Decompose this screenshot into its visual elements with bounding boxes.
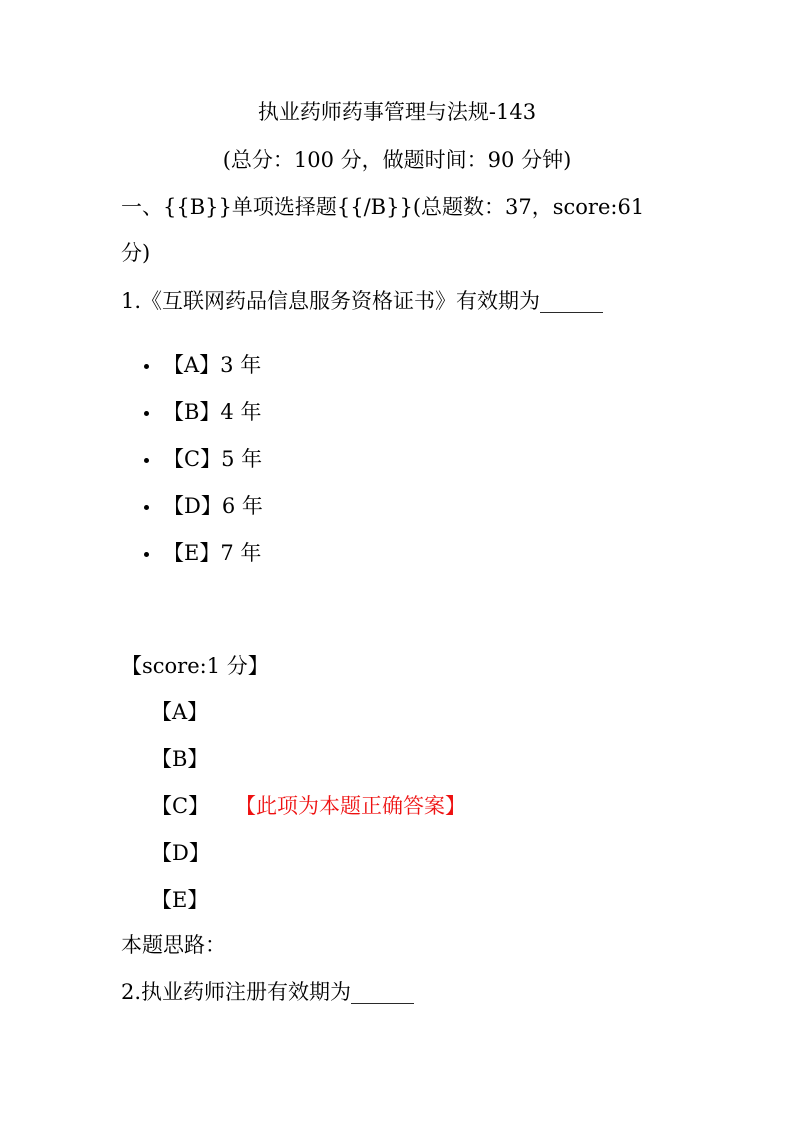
answer-letter: 【E】 bbox=[151, 888, 209, 912]
option-c-label: 【C】5 年 bbox=[163, 447, 263, 471]
option-a bbox=[140, 350, 263, 397]
bullet-icon bbox=[144, 364, 149, 369]
option-b-label: 【B】4 年 bbox=[163, 400, 262, 424]
correct-answer-marker: 【此项为本题正确答案】 bbox=[235, 794, 466, 818]
analysis-label: 本题思路： bbox=[121, 933, 226, 957]
bullet-icon bbox=[144, 411, 149, 416]
option-d bbox=[140, 491, 263, 538]
option-e-label: 【E】7 年 bbox=[163, 541, 262, 565]
bullet-icon bbox=[144, 552, 149, 557]
answer-letter: 【D】 bbox=[151, 841, 210, 865]
option-c bbox=[140, 444, 263, 491]
exam-info: (总分：100 分，做题时间：90 分钟) bbox=[222, 148, 572, 172]
question-1-options bbox=[140, 350, 263, 585]
answer-row-e bbox=[151, 886, 210, 933]
option-e bbox=[140, 538, 263, 585]
answer-row-d bbox=[151, 839, 210, 886]
answer-key bbox=[151, 698, 466, 933]
answer-row-b bbox=[151, 745, 210, 792]
answer-letter: 【B】 bbox=[151, 747, 209, 771]
option-d-label: 【D】6 年 bbox=[163, 494, 263, 518]
question-1-text: 1.《互联网药品信息服务资格证书》有效期为______ bbox=[121, 289, 604, 313]
answer-letter: 【C】 bbox=[151, 794, 210, 818]
bullet-icon bbox=[144, 505, 149, 510]
document-title: 执业药师药事管理与法规-143 bbox=[257, 100, 537, 124]
answer-row-a bbox=[151, 698, 210, 745]
question-2-text: 2.执业药师注册有效期为______ bbox=[121, 980, 415, 1004]
section-heading-continued: 分) bbox=[121, 241, 151, 265]
option-a-label: 【A】3 年 bbox=[163, 353, 262, 377]
answer-letter: 【A】 bbox=[151, 700, 209, 724]
question-1-score: 【score:1 分】 bbox=[121, 654, 269, 678]
bullet-icon bbox=[144, 458, 149, 463]
option-b bbox=[140, 397, 263, 444]
section-heading: 一、{{B}}单项选择题{{/B}}(总题数：37，score:61 bbox=[121, 195, 645, 219]
answer-row-c bbox=[151, 792, 466, 839]
